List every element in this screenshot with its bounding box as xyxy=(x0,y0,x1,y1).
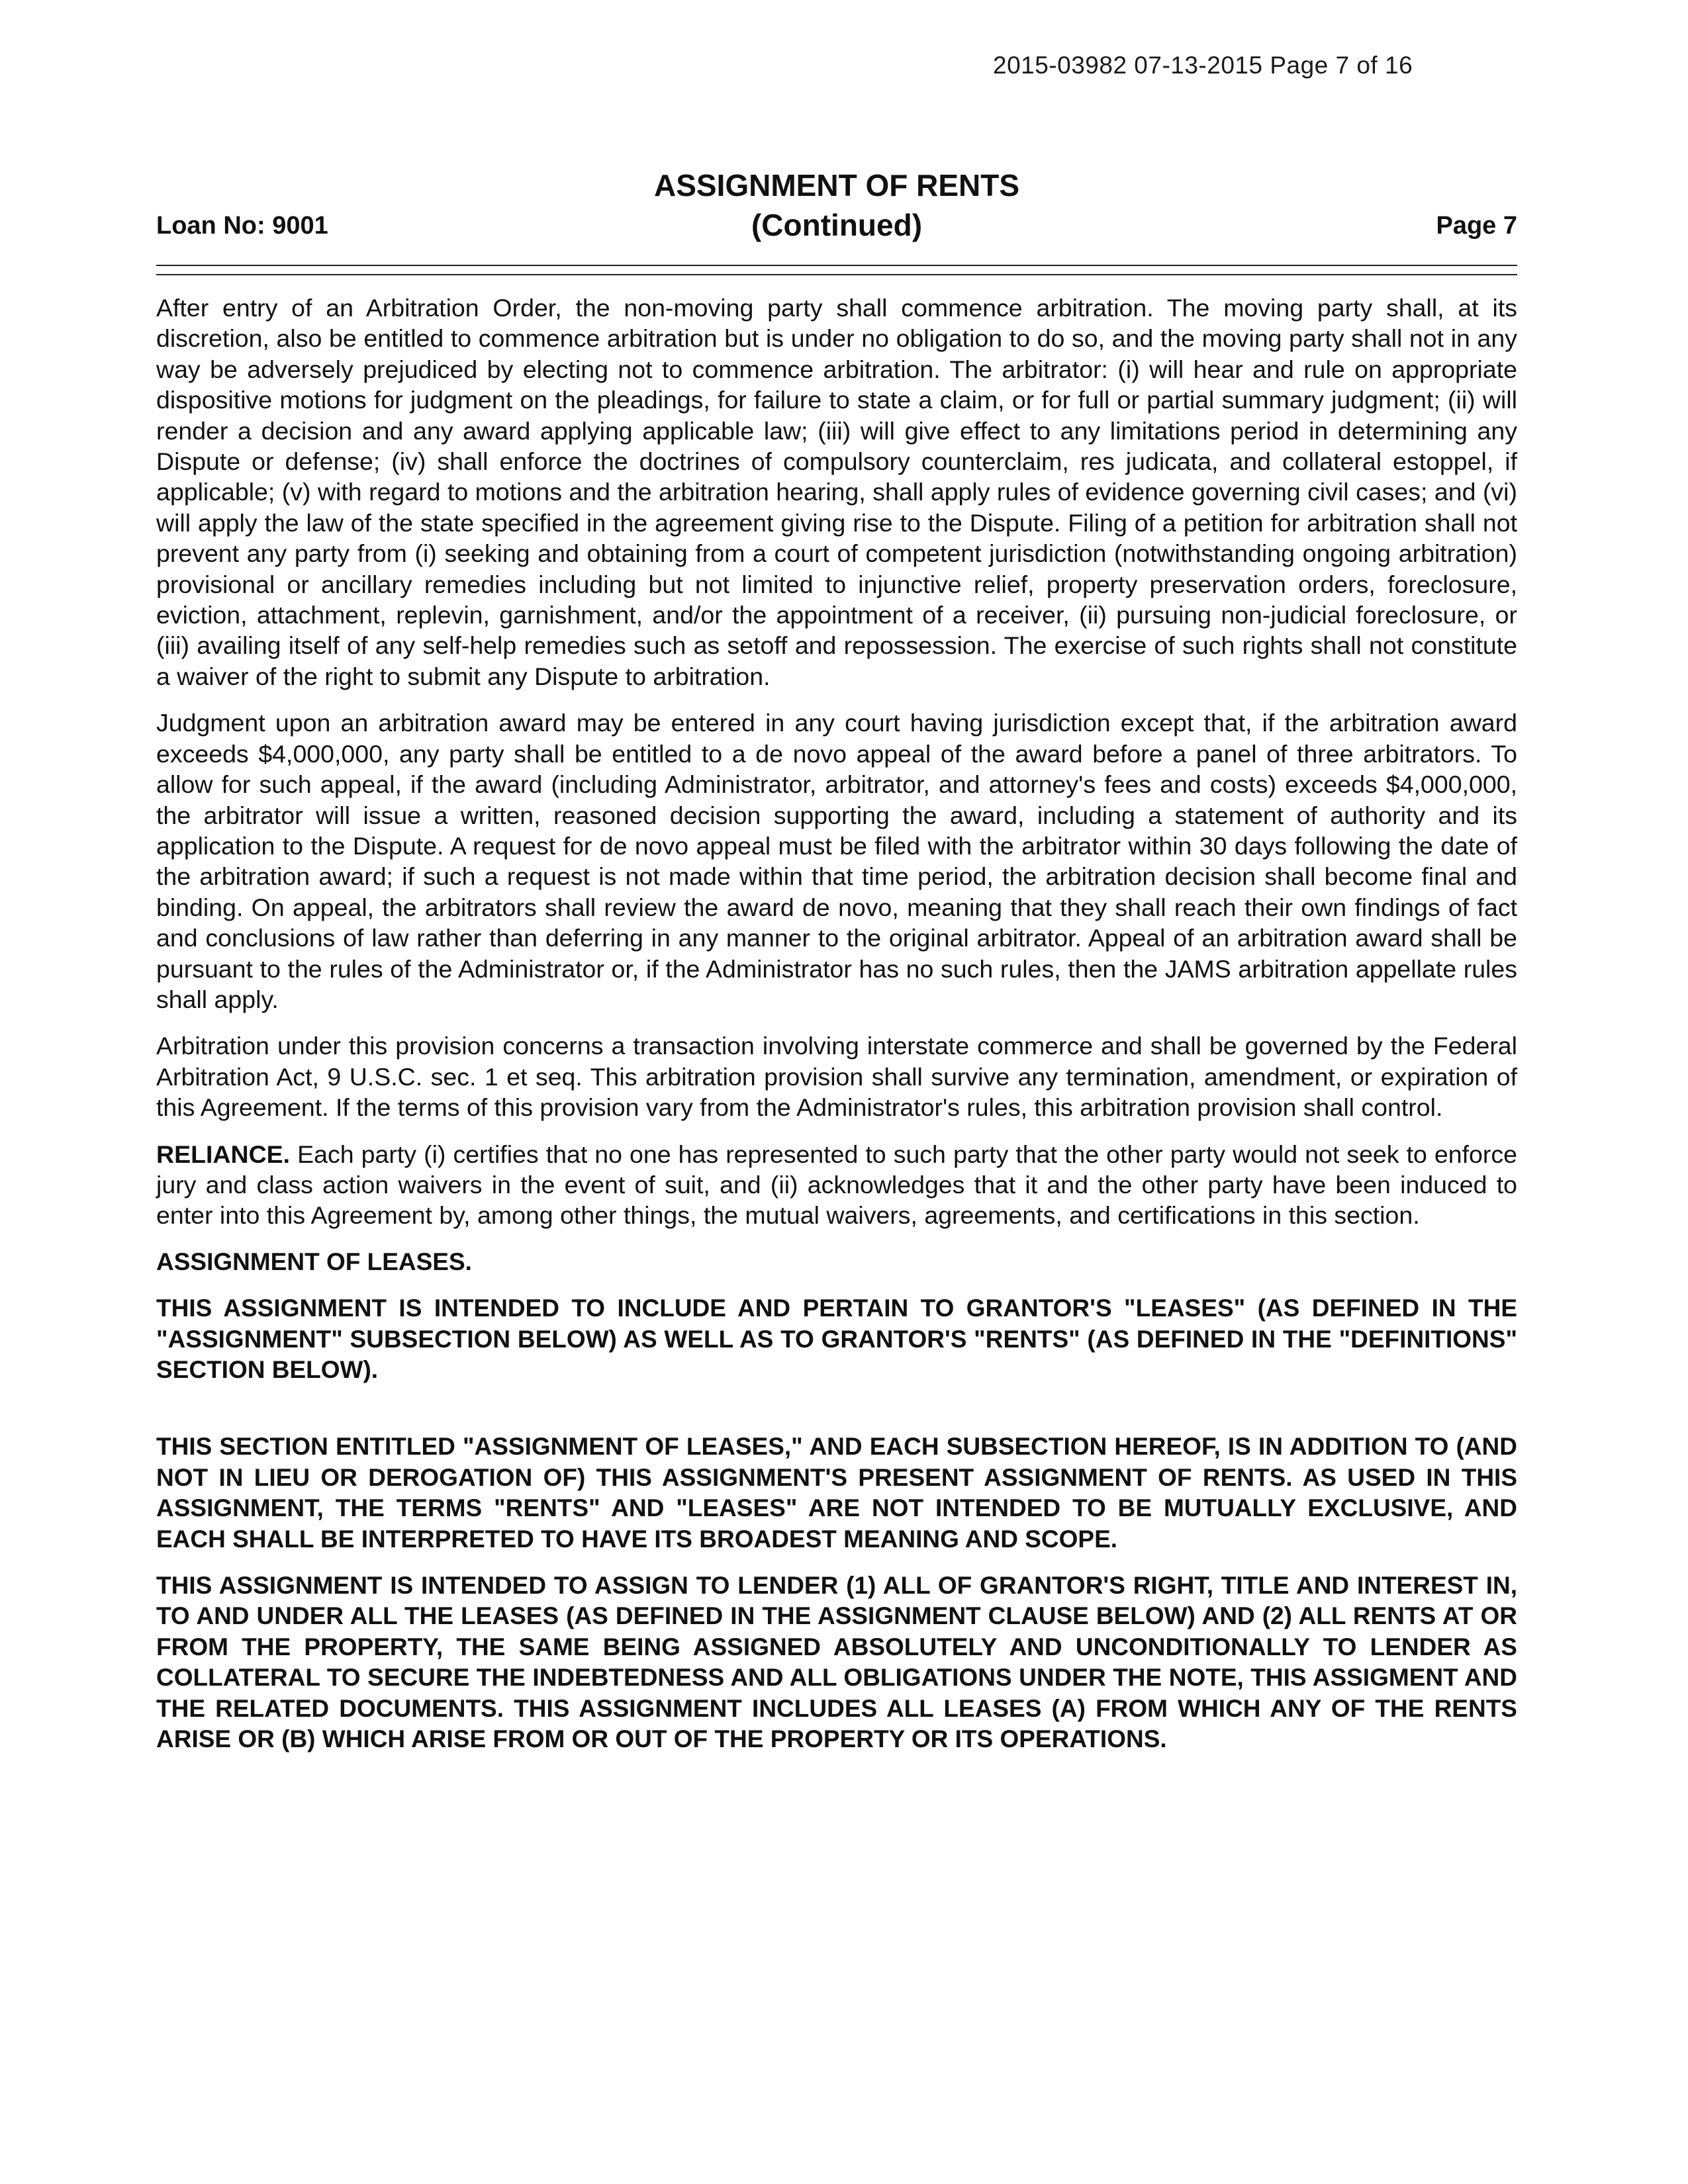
title-block xyxy=(156,165,1517,245)
caps-paragraph-assign-to-lender: THIS ASSIGNMENT IS INTENDED TO ASSIGN TO LENDER (1) ALL OF GRANTOR'S RIGHT, TITLE AND INTEREST IN, TO AND UNDER ALL THE LEASES (AS DEFINED IN THE ASSIGNMENT CLAUSE BELOW) AND (2) ALL RENTS AT OR FROM THE PROPERTY, THE SAME BEING ASSIGNED ABSOLUTELY AND UNCONDITIONALLY TO LENDER AS COLLATERAL TO SECURE THE INDEBTEDNESS AND ALL OBLIGATIONS UNDER THE NOTE, THIS ASSIGMENT AND THE RELATED DOCUMENTS. THIS ASSIGNMENT INCLUDES ALL LEASES (A) FROM WHICH ANY OF THE RENTS ARISE OR (B) WHICH ARISE FROM OR OUT OF THE PROPERTY OR ITS OPERATIONS. xyxy=(156,1572,1517,1753)
paragraph-arbitration-order: After entry of an Arbitration Order, the non-moving party shall commence arbitration. The moving party shall, at its discretion, also be entitled to commence arbitration but is under no obligation to do so, and the moving party shall not in any way be adversely prejudiced by electing not to commence arbitration. The arbitrator: (i) will hear and rule on appropriate dispositive motions for judgment on the pleadings, for failure to state a claim, or for full or partial summary judgment; (ii) will render a decision and any award applying applicable law; (iii) will give effect to any limitations period in determining any Dispute or defense; (iv) shall enforce the doctrines of compulsory counterclaim, res judicata, and collateral estoppel, if applicable; (v) with regard to motions and the arbitration hearing, shall apply rules of evidence governing civil cases; and (vi) will apply the law of the state specified in the agreement giving rise to the Dispute. Filing of a petition for arbitration shall not prevent any party from (i) seeking and obtaining from a court of competent jurisdiction (notwithstanding ongoing arbitration) provisional or ancillary remedies including but not limited to injunctive relief, property preservation orders, foreclosure, eviction, attachment, replevin, garnishment, and/or the appointment of a receiver, (ii) pursuing non-judicial foreclosure, or (iii) availing itself of any self-help remedies such as setoff and repossession. The exercise of such rights shall not constitute a waiver of the right to submit any Dispute to arbitration. xyxy=(156,294,1517,690)
header-rule-top xyxy=(156,265,1517,266)
document-header xyxy=(156,165,1517,251)
paragraph-reliance xyxy=(156,1139,1517,1231)
caps-paragraph-leases-intent: THIS ASSIGNMENT IS INTENDED TO INCLUDE AND PERTAIN TO GRANTOR'S "LEASES" (AS DEFINED IN THE "ASSIGNMENT" SUBSECTION BELOW) AS WELL AS TO GRANTOR'S "RENTS" (AS DEFINED IN THE "DEFINITIONS" SECTION BELOW). xyxy=(156,1295,1517,1383)
section-heading-assignment-of-leases: ASSIGNMENT OF LEASES. xyxy=(156,1248,472,1275)
loan-number: Loan No: 9001 xyxy=(156,212,328,240)
document-title: ASSIGNMENT OF RENTS xyxy=(653,168,1020,203)
page-number: Page 7 xyxy=(1436,212,1517,240)
reliance-text: Each party (i) certifies that no one has represented to such party that the other party would not seek to enforce jury and class action waivers in the event of suit, and (ii) acknowledges that it and the other party have been induced to enter into this Agreement by, among other things, the mutual waivers, agreements, and certifications in this section. xyxy=(156,1140,1517,1230)
reliance-heading: RELIANCE. xyxy=(156,1140,291,1168)
header-rule-bottom xyxy=(156,274,1517,275)
paragraph-judgment: Judgment upon an arbitration award may be entered in any court having jurisdiction except that, if the arbitration award exceeds $4,000,000, any party shall be entitled to a de novo appeal of the award before a panel of three arbitrators. To allow for such appeal, if the award (including Administrator, arbitrator, and attorney's fees and costs) exceeds $4,000,000, the arbitrator will issue a written, reasoned decision supporting the award, including a statement of authority and its application to the Dispute. A request for de novo appeal must be filed with the arbitrator within 30 days following the date of the arbitration award; if such a request is not made within that time period, the arbitration decision shall become final and binding. On appeal, the arbitrators shall review the award de novo, meaning that they shall reach their own findings of fact and conclusions of law rather than deferring in any manner to the original arbitrator. Appeal of an arbitration award shall be pursuant to the rules of the Administrator or, if the Administrator has no such rules, then the JAMS arbitration appellate rules shall apply. xyxy=(156,709,1517,1013)
document-subtitle: (Continued) xyxy=(751,208,923,242)
caps-paragraph-section-addition: THIS SECTION ENTITLED "ASSIGNMENT OF LEASES," AND EACH SUBSECTION HEREOF, IS IN ADDITION TO (AND NOT IN LIEU OR DEROGATION OF) THIS ASSIGNMENT'S PRESENT ASSIGNMENT OF RENTS. AS USED IN THIS ASSIGNMENT, THE TERMS "RENTS" AND "LEASES" ARE NOT INTENDED TO BE MUTUALLY EXCLUSIVE, AND EACH SHALL BE INTERPRETED TO HAVE ITS BROADEST MEANING AND SCOPE. xyxy=(156,1433,1517,1553)
document-body xyxy=(156,293,1517,1770)
filing-stamp: 2015-03982 07-13-2015 Page 7 of 16 xyxy=(993,52,1413,79)
paragraph-interstate-commerce: Arbitration under this provision concerns a transaction involving interstate commerce and shall be governed by the Federal Arbitration Act, 9 U.S.C. sec. 1 et seq. This arbitration provision shall survive any termination, amendment, or expiration of this Agreement. If the terms of this provision vary from the Administrator's rules, this arbitration provision shall control. xyxy=(156,1032,1517,1122)
